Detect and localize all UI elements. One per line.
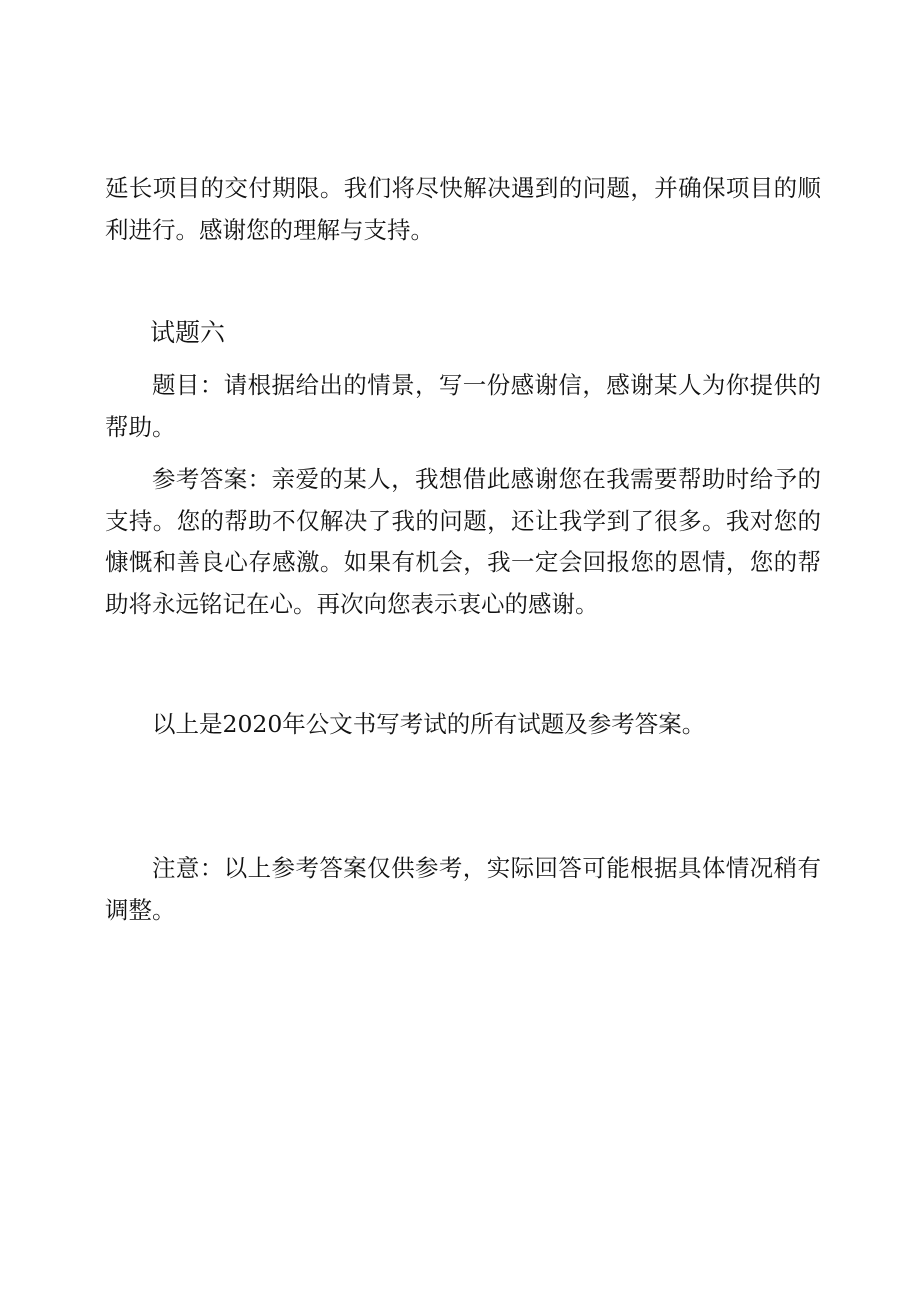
section-heading: 试题六 bbox=[150, 318, 226, 347]
note-paragraph: 注意：以上参考答案仅供参考，实际回答可能根据具体情况稍有调整。 bbox=[105, 854, 821, 924]
continuation-paragraph: 延长项目的交付期限。我们将尽快解决遇到的问题，并确保项目的顺利进行。感谢您的理解与支持。 bbox=[105, 174, 821, 244]
question-paragraph: 题目：请根据给出的情景，写一份感谢信，感谢某人为你提供的帮助。 bbox=[105, 371, 821, 441]
summary-paragraph: 以上是2020年公文书写考试的所有试题及参考答案。 bbox=[152, 710, 706, 738]
reference-answer-paragraph: 参考答案：亲爱的某人，我想借此感谢您在我需要帮助时给予的支持。您的帮助不仅解决了我的问题，还让我学到了很多。我对您的慷慨和善良心存感激。如果有机会，我一定会回报您的恩情，您的帮助将永远铭记在心。再次向您表示衷心的感谢。 bbox=[105, 465, 821, 618]
